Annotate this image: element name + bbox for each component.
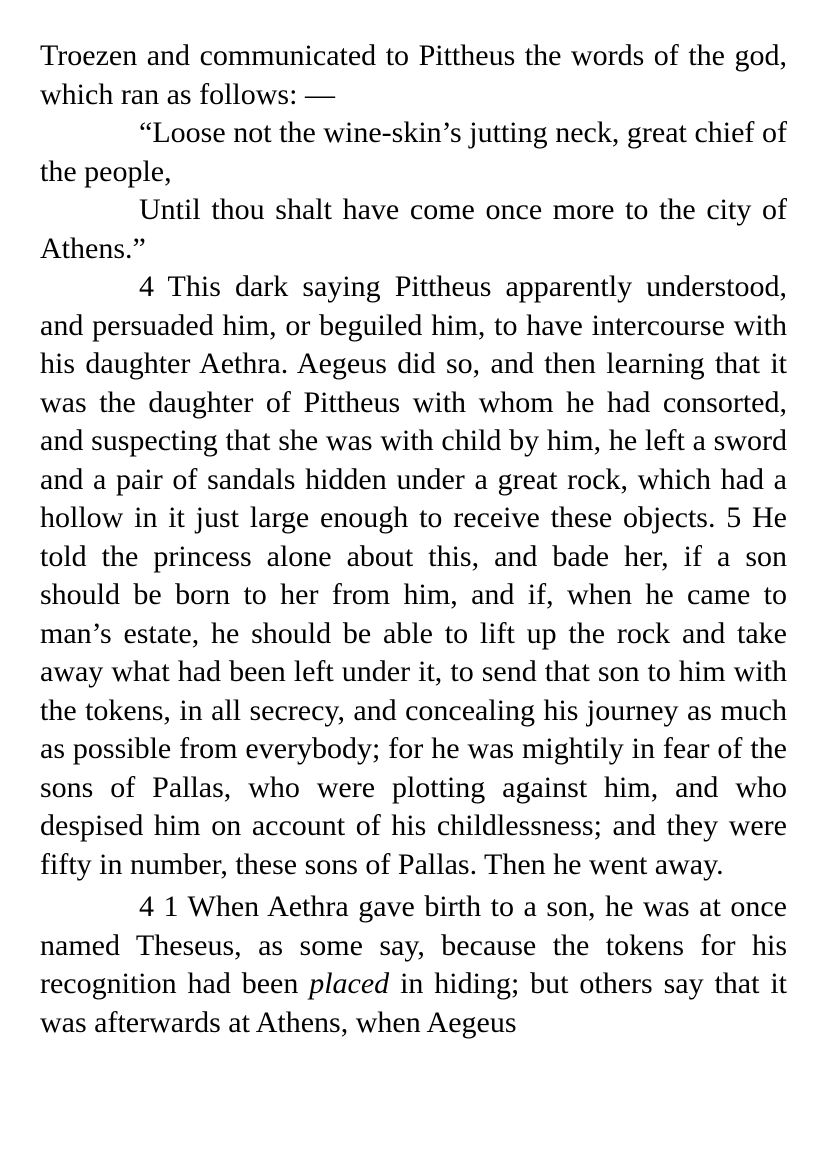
paragraph-text-before: 4 1 When Aethra gave birth to a son, he was at once named Theseus, as some say, because the tokens for his recognition had been <box>40 890 787 1000</box>
document-page <box>40 37 787 1042</box>
paragraph-text-after: in hiding; but others say that it was afterwards at Athens, when Aegeus <box>40 967 787 1039</box>
paragraph-chapter-4-1 <box>40 888 787 1042</box>
emphasized-word: placed <box>309 967 390 1000</box>
verse-line-2: Until thou shalt have come once more to the city of Athens.” <box>40 193 787 265</box>
verse-line-1: “Loose not the wine-skin’s jutting neck, great chief of the people, <box>40 116 787 188</box>
paragraph-oracle-intro: Troezen and communicated to Pittheus the words of the god, which ran as follows: — <box>40 39 787 111</box>
paragraph-section-4: 4 This dark saying Pittheus apparently understood, and persuaded him, or beguiled him, to have intercourse with his daughter Aethra. Aegeus did so, and then learning that it was the daughter of Pittheus with whom he had consorted, and suspecting that she was with child by him, he left a sword and a pair of sandals hidden under a great rock, which had a hollow in it just large enough to receive these objects. 5 He told the princess alone about this, and bade her, if a son should be born to her from him, and if, when he came to man’s estate, he should be able to lift up the rock and take away what had been left under it, to send that son to him with the tokens, in all secrecy, and concealing his journey as much as possible from everybody; for he was mightily in fear of the sons of Pallas, who were plotting against him, and who despised him on account of his childlessness; and they were fifty in number, these sons of Pallas. Then he went away. <box>40 270 787 881</box>
